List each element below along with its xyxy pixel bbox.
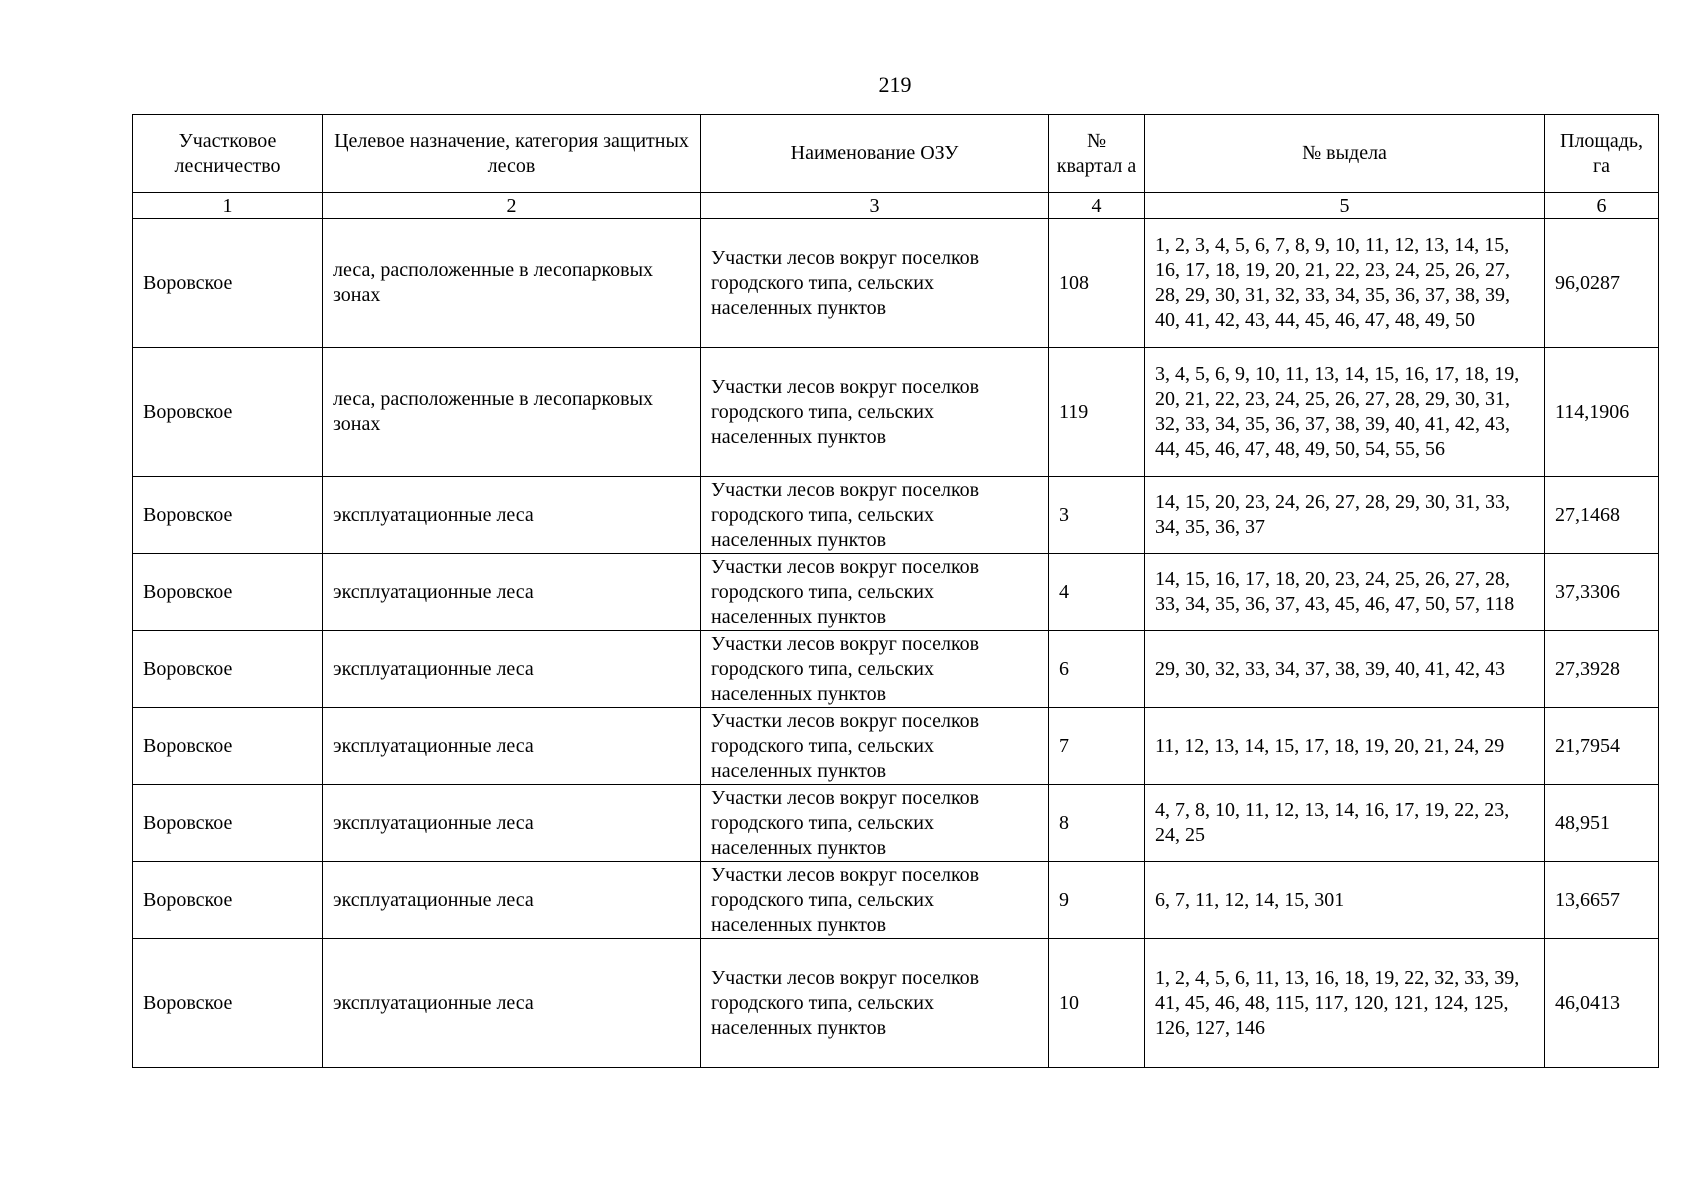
cell-quarter: 4 xyxy=(1049,554,1145,631)
cell-purpose: эксплуатационные леса xyxy=(323,477,701,554)
cell-allotment: 1, 2, 4, 5, 6, 11, 13, 16, 18, 19, 22, 32, 33, 39, 41, 45, 46, 48, 115, 117, 120, 121, 124, 125, 126, 127, 146 xyxy=(1145,939,1545,1068)
column-number-row xyxy=(133,193,1659,219)
cell-ozu-name: Участки лесов вокруг поселков городского типа, сельских населенных пунктов xyxy=(701,785,1049,862)
cell-forestry: Воровское xyxy=(133,554,323,631)
cell-forestry: Воровское xyxy=(133,477,323,554)
cell-forestry: Воровское xyxy=(133,939,323,1068)
cell-area: 46,0413 xyxy=(1545,939,1659,1068)
cell-allotment: 11, 12, 13, 14, 15, 17, 18, 19, 20, 21, 24, 29 xyxy=(1145,708,1545,785)
table-row xyxy=(133,477,1659,554)
cell-forestry: Воровское xyxy=(133,862,323,939)
column-number: 4 xyxy=(1049,193,1145,219)
header-area: Площадь, га xyxy=(1545,115,1659,193)
cell-allotment: 14, 15, 16, 17, 18, 20, 23, 24, 25, 26, 27, 28, 33, 34, 35, 36, 37, 43, 45, 46, 47, 50, 57, 118 xyxy=(1145,554,1545,631)
cell-purpose: эксплуатационные леса xyxy=(323,785,701,862)
cell-allotment: 29, 30, 32, 33, 34, 37, 38, 39, 40, 41, 42, 43 xyxy=(1145,631,1545,708)
cell-allotment: 4, 7, 8, 10, 11, 12, 13, 14, 16, 17, 19, 22, 23, 24, 25 xyxy=(1145,785,1545,862)
table-header-row xyxy=(133,115,1659,193)
header-forestry: Участковое лесничество xyxy=(133,115,323,193)
cell-purpose: эксплуатационные леса xyxy=(323,631,701,708)
column-number: 1 xyxy=(133,193,323,219)
cell-ozu-name: Участки лесов вокруг поселков городского типа, сельских населенных пунктов xyxy=(701,939,1049,1068)
cell-ozu-name: Участки лесов вокруг поселков городского типа, сельских населенных пунктов xyxy=(701,219,1049,348)
header-allotment: № выдела xyxy=(1145,115,1545,193)
table-row xyxy=(133,862,1659,939)
table-row xyxy=(133,219,1659,348)
cell-forestry: Воровское xyxy=(133,631,323,708)
cell-ozu-name: Участки лесов вокруг поселков городского типа, сельских населенных пунктов xyxy=(701,477,1049,554)
cell-ozu-name: Участки лесов вокруг поселков городского типа, сельских населенных пунктов xyxy=(701,631,1049,708)
cell-allotment: 1, 2, 3, 4, 5, 6, 7, 8, 9, 10, 11, 12, 13, 14, 15, 16, 17, 18, 19, 20, 21, 22, 23, 24, 25, 26, 27, 28, 29, 30, 31, 32, 33, 34, 35, 36, 37, 38, 39, 40, 41, 42, 43, 44, 45, 46, 47, 48, 49, 50 xyxy=(1145,219,1545,348)
header-purpose: Целевое назначение, категория защитных лесов xyxy=(323,115,701,193)
page-number: 219 xyxy=(878,72,912,97)
cell-quarter: 119 xyxy=(1049,348,1145,477)
cell-area: 37,3306 xyxy=(1545,554,1659,631)
cell-allotment: 6, 7, 11, 12, 14, 15, 301 xyxy=(1145,862,1545,939)
header-quarter: № квартал а xyxy=(1049,115,1145,193)
cell-purpose: леса, расположенные в лесопарковых зонах xyxy=(323,219,701,348)
cell-ozu-name: Участки лесов вокруг поселков городского типа, сельских населенных пунктов xyxy=(701,554,1049,631)
cell-area: 13,6657 xyxy=(1545,862,1659,939)
cell-quarter: 6 xyxy=(1049,631,1145,708)
column-number: 2 xyxy=(323,193,701,219)
cell-area: 96,0287 xyxy=(1545,219,1659,348)
cell-quarter: 7 xyxy=(1049,708,1145,785)
cell-area: 21,7954 xyxy=(1545,708,1659,785)
table-row xyxy=(133,939,1659,1068)
cell-allotment: 14, 15, 20, 23, 24, 26, 27, 28, 29, 30, 31, 33, 34, 35, 36, 37 xyxy=(1145,477,1545,554)
cell-area: 48,951 xyxy=(1545,785,1659,862)
table-row xyxy=(133,708,1659,785)
cell-forestry: Воровское xyxy=(133,708,323,785)
cell-quarter: 108 xyxy=(1049,219,1145,348)
cell-quarter: 8 xyxy=(1049,785,1145,862)
cell-ozu-name: Участки лесов вокруг поселков городского типа, сельских населенных пунктов xyxy=(701,348,1049,477)
cell-purpose: эксплуатационные леса xyxy=(323,939,701,1068)
cell-allotment: 3, 4, 5, 6, 9, 10, 11, 13, 14, 15, 16, 17, 18, 19, 20, 21, 22, 23, 24, 25, 26, 27, 28, 29, 30, 31, 32, 33, 34, 35, 36, 37, 38, 39, 40, 41, 42, 43, 44, 45, 46, 47, 48, 49, 50, 54, 55, 56 xyxy=(1145,348,1545,477)
table-row xyxy=(133,631,1659,708)
table-row xyxy=(133,348,1659,477)
cell-ozu-name: Участки лесов вокруг поселков городского типа, сельских населенных пунктов xyxy=(701,708,1049,785)
column-number: 3 xyxy=(701,193,1049,219)
cell-area: 114,1906 xyxy=(1545,348,1659,477)
cell-forestry: Воровское xyxy=(133,785,323,862)
cell-purpose: эксплуатационные леса xyxy=(323,554,701,631)
cell-quarter: 9 xyxy=(1049,862,1145,939)
cell-quarter: 10 xyxy=(1049,939,1145,1068)
column-number: 5 xyxy=(1145,193,1545,219)
column-number: 6 xyxy=(1545,193,1659,219)
cell-area: 27,1468 xyxy=(1545,477,1659,554)
cell-quarter: 3 xyxy=(1049,477,1145,554)
cell-purpose: эксплуатационные леса xyxy=(323,862,701,939)
cell-purpose: эксплуатационные леса xyxy=(323,708,701,785)
cell-forestry: Воровское xyxy=(133,219,323,348)
cell-purpose: леса, расположенные в лесопарковых зонах xyxy=(323,348,701,477)
forest-areas-table xyxy=(132,114,1659,1068)
cell-area: 27,3928 xyxy=(1545,631,1659,708)
cell-ozu-name: Участки лесов вокруг поселков городского типа, сельских населенных пунктов xyxy=(701,862,1049,939)
header-ozu-name: Наименование ОЗУ xyxy=(701,115,1049,193)
table-row xyxy=(133,785,1659,862)
cell-forestry: Воровское xyxy=(133,348,323,477)
table-row xyxy=(133,554,1659,631)
